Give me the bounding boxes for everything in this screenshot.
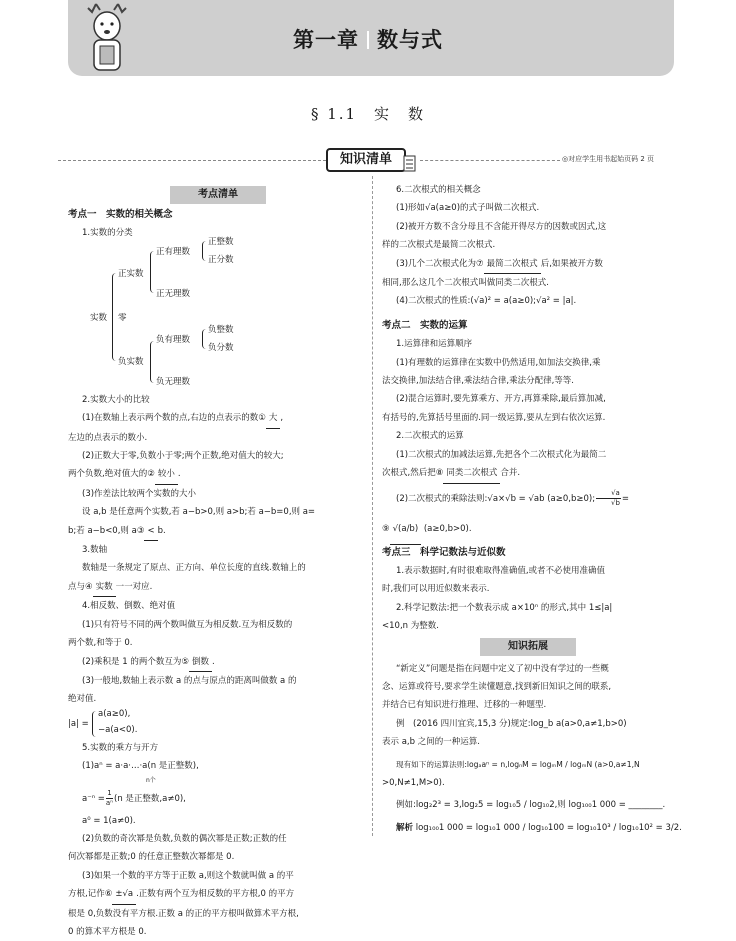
knowledge-list-label: 知识清单 — [326, 148, 406, 172]
text-line: 何次幂都是正数;0 的任意正整数次幂都是 0. — [68, 852, 235, 863]
text-span: 后,如果被开方数 — [540, 258, 603, 269]
answer-blank: 倒数 — [189, 653, 212, 672]
text-span: (1)在数轴上表示两个数的点,右边的点表示的数① — [82, 413, 266, 424]
heading-point-3: 考点三 科学记数法与近似数 — [382, 546, 506, 558]
text-line: (3)作差法比较两个实数的大小 — [82, 488, 197, 499]
text-line — [68, 885, 368, 904]
answer-blank: ±√a — [112, 885, 136, 904]
text-line: (1)形如√a(a≥0)的式子叫做二次根式. — [396, 203, 540, 214]
tree-node: 实数 — [90, 312, 108, 323]
denominator: √b — [611, 498, 620, 507]
negative-exponent-formula — [68, 786, 368, 812]
absolute-value-formula — [68, 709, 368, 739]
chapter-title — [0, 24, 736, 54]
brace — [92, 711, 96, 737]
text-span: 方根,记作⑥ — [68, 889, 113, 900]
text-line: n个 — [146, 776, 156, 784]
text-line: 绝对值. — [68, 694, 97, 705]
formula-case: a(a≥0), — [98, 708, 131, 719]
text-line: (2)负数的奇次幂是负数,负数的偶次幂是正数;正数的任 — [82, 833, 287, 844]
text-line: 2.二次根式的运算 — [396, 431, 464, 442]
text-line: 时,我们可以用近似数来表示. — [382, 584, 490, 595]
tree-node: 正有理数 — [156, 246, 191, 257]
text-line — [68, 522, 368, 541]
text-line: 两个数,和等于 0. — [68, 638, 133, 649]
text-line: 5.实数的乘方与开方 — [82, 742, 159, 753]
answer-blank: < — [144, 522, 157, 541]
text-line — [382, 464, 674, 483]
text-line: 4.相反数、倒数、绝对值 — [82, 601, 176, 612]
text-span: (2)乘积是 1 的两个数互为⑤ — [82, 656, 189, 667]
text-span: .正数有两个互为相反数的平方根,0 的平方 — [136, 889, 295, 900]
tree-node: 负无理数 — [156, 376, 191, 387]
text-line: 念、运算或符号,要求学生读懂题意,找到新旧知识之间的联系, — [382, 681, 612, 692]
text-span: 点与④ — [68, 581, 93, 592]
text-line: 现有如下的运算法则:logₐaⁿ = n,logₙM = logₘM / logₘN (a>0,a≠1,N — [396, 759, 640, 769]
text-line — [382, 514, 674, 544]
notebook-icon — [403, 154, 417, 172]
section-tag: 考点清单 — [170, 186, 266, 204]
text-line: (3)如果一个数的平方等于正数 a,则这个数就叫做 a 的平 — [82, 870, 294, 881]
text-span: . — [212, 656, 215, 667]
text-line: 例如:log₂2³ = 3,log₂5 = log₁₀5 / log₁₀2,则 log₁₀₀1 000 = ________. — [396, 800, 666, 811]
fraction — [106, 789, 113, 808]
tree-node: 零 — [118, 312, 127, 323]
dashed-rule-right — [420, 160, 560, 161]
text-line — [382, 484, 674, 514]
title-separator — [367, 31, 369, 49]
text-line: 设 a,b 是任意两个实数,若 a−b>0,则 a>b;若 a−b=0,则 a= — [82, 507, 316, 518]
text-span: , — [280, 413, 284, 424]
text-line: (2)正数大于零,负数小于零;两个正数,绝对值大的较大; — [82, 451, 284, 462]
tree-node: 正无理数 — [156, 288, 191, 299]
answer-blank: 大 — [266, 409, 281, 428]
text-line: 1.运算律和运算顺序 — [396, 339, 473, 350]
text-line: “新定义”问题是指在问题中定义了初中没有学过的一些概 — [396, 663, 609, 674]
text-line: (4)二次根式的性质:(√a)² = a(a≥0);√a² = |a|. — [396, 296, 577, 307]
numerator: √a — [596, 489, 621, 499]
text-line — [382, 255, 674, 274]
page-reference-note: ◎对应学生用书起始页码 2 页 — [562, 155, 655, 163]
text-line: 数轴是一条规定了原点、正方向、单位长度的直线.数轴上的 — [82, 563, 306, 574]
text-line: (3)一般地,数轴上表示数 a 的点与原点的距离叫做数 a 的 — [82, 675, 297, 686]
text-line — [382, 819, 682, 837]
tree-node: 正分数 — [208, 254, 234, 265]
text-span: b;若 a−b<0,则 a③ — [68, 525, 145, 536]
text-line: (1)有理数的运算律在实数中仍然适用,如加法交换律,乘 — [396, 357, 601, 368]
text-line: (2)被开方数不含分母且不含能开得尽方的因数或因式,这 — [396, 221, 607, 232]
text-line: 3.数轴 — [82, 545, 108, 556]
text-line: (2)混合运算时,要先算乘方、开方,再算乘除,最后算加减, — [396, 394, 606, 405]
text-span: b. — [157, 525, 166, 536]
text-line: 并结合已有知识进行推理、迁移的一种题型. — [382, 700, 547, 711]
text-line: 1.表示数据时,有时很难取得准确值,或者不必使用准确值 — [396, 565, 606, 576]
text-line: 6.二次根式的相关概念 — [396, 185, 481, 195]
formula-case: −a(a<0). — [98, 724, 138, 735]
text-line: 根是 0,负数没有平方根.正数 a 的正的平方根叫做算术平方根, — [68, 908, 299, 919]
text-span: log₁₀₀1 000 = log₁₀1 000 / log₁₀100 = log₁₀10³ / log₁₀10² = 3/2. — [415, 822, 682, 833]
text-line: (1)二次根式的加减法运算,先把各个二次根式化为最简二 — [396, 449, 607, 460]
section-title: § 1.1 实 数 — [310, 105, 426, 123]
tree-node: 负整数 — [208, 324, 234, 335]
dashed-rule-left — [58, 160, 326, 161]
formula-rhs: (n 是正整数,a≠0), — [114, 793, 186, 804]
denominator: aⁿ — [105, 798, 113, 807]
text-line: 样的二次根式是最简二次根式. — [382, 240, 496, 251]
real-number-classification-tree — [68, 236, 368, 391]
text-line — [68, 578, 368, 597]
text-line — [68, 653, 368, 672]
text-line: <10,n 为整数. — [382, 621, 439, 632]
answer-blank: 同类二次根式 — [443, 464, 500, 483]
answer-blank: 较小 — [155, 465, 178, 484]
text-span: 一一对应. — [115, 581, 153, 592]
fraction — [596, 489, 621, 508]
text-span: . — [177, 469, 181, 480]
text-line: 法交换律,加法结合律,乘法结合律,乘法分配律,等等. — [382, 376, 575, 387]
text-line — [68, 465, 368, 484]
numerator: 1 — [107, 788, 112, 797]
text-line: (1)aⁿ = a·a·…·a(n 是正整数), — [82, 761, 199, 772]
tree-node: 正实数 — [118, 268, 144, 279]
text-span: (a≥0,b>0). — [423, 523, 472, 534]
left-column — [68, 186, 368, 941]
formula-lhs: |a| = — [68, 718, 89, 729]
text-span: ⑨ — [382, 523, 390, 534]
tree-node: 负有理数 — [156, 334, 191, 345]
text-span: 次根式,然后把⑧ — [382, 468, 444, 479]
right-column — [382, 181, 682, 837]
text-line: 2.科学记数法:把一个数表示成 a×10ⁿ 的形式,其中 1≤|a| — [396, 602, 613, 613]
column-divider — [372, 176, 373, 836]
answer-blank: 最简二次根式 — [484, 255, 541, 274]
tree-node: 负实数 — [118, 356, 144, 367]
text-span: = — [621, 493, 629, 504]
text-span: (3)几个二次根式化为⑦ — [396, 258, 484, 269]
text-span: 合并. — [500, 468, 521, 479]
heading-point-2: 考点二 实数的运算 — [382, 319, 468, 331]
formula-lhs: a⁻ⁿ = — [82, 793, 105, 804]
text-line — [68, 409, 368, 428]
text-line: 相同,那么这几个二次根式叫做同类二次根式. — [382, 278, 549, 289]
answer-blank: 实数 — [93, 578, 116, 597]
text-line: (1)只有符号不同的两个数叫做互为相反数.互为相反数的 — [82, 619, 293, 630]
section-tag: 知识拓展 — [480, 638, 576, 656]
chapter-number: 第一章 — [293, 28, 359, 52]
text-line: 有括号的,先算括号里面的.同一级运算,要从左到右依次运算. — [382, 412, 606, 423]
analysis-label: 解析 — [396, 822, 414, 833]
text-line: a⁰ = 1(a≠0). — [82, 815, 136, 826]
chapter-name: 数与式 — [377, 28, 443, 52]
text-span: (2)二次根式的乘除法则:√a×√b = √ab (a≥0,b≥0); — [396, 493, 596, 504]
text-line: 1.实数的分类 — [82, 228, 133, 239]
text-line: 表示 a,b 之间的一种运算. — [382, 737, 480, 748]
heading-point-1: 考点一 实数的相关概念 — [68, 209, 173, 220]
answer-blank: √(a/b) — [390, 514, 422, 545]
text-span: 两个负数,绝对值大的② — [68, 469, 155, 480]
tree-node: 负分数 — [208, 342, 234, 353]
text-line: 2.实数大小的比较 — [82, 394, 150, 405]
text-line: >0,N≠1,M>0). — [382, 777, 445, 788]
tree-node: 正整数 — [208, 236, 234, 247]
text-line: 0 的算术平方根是 0. — [68, 926, 147, 937]
text-line: 例 (2016 四川宜宾,15,3 分)规定:log_b a(a>0,a≠1,b>0) — [396, 718, 627, 729]
text-line: 左边的点表示的数小. — [68, 432, 148, 443]
